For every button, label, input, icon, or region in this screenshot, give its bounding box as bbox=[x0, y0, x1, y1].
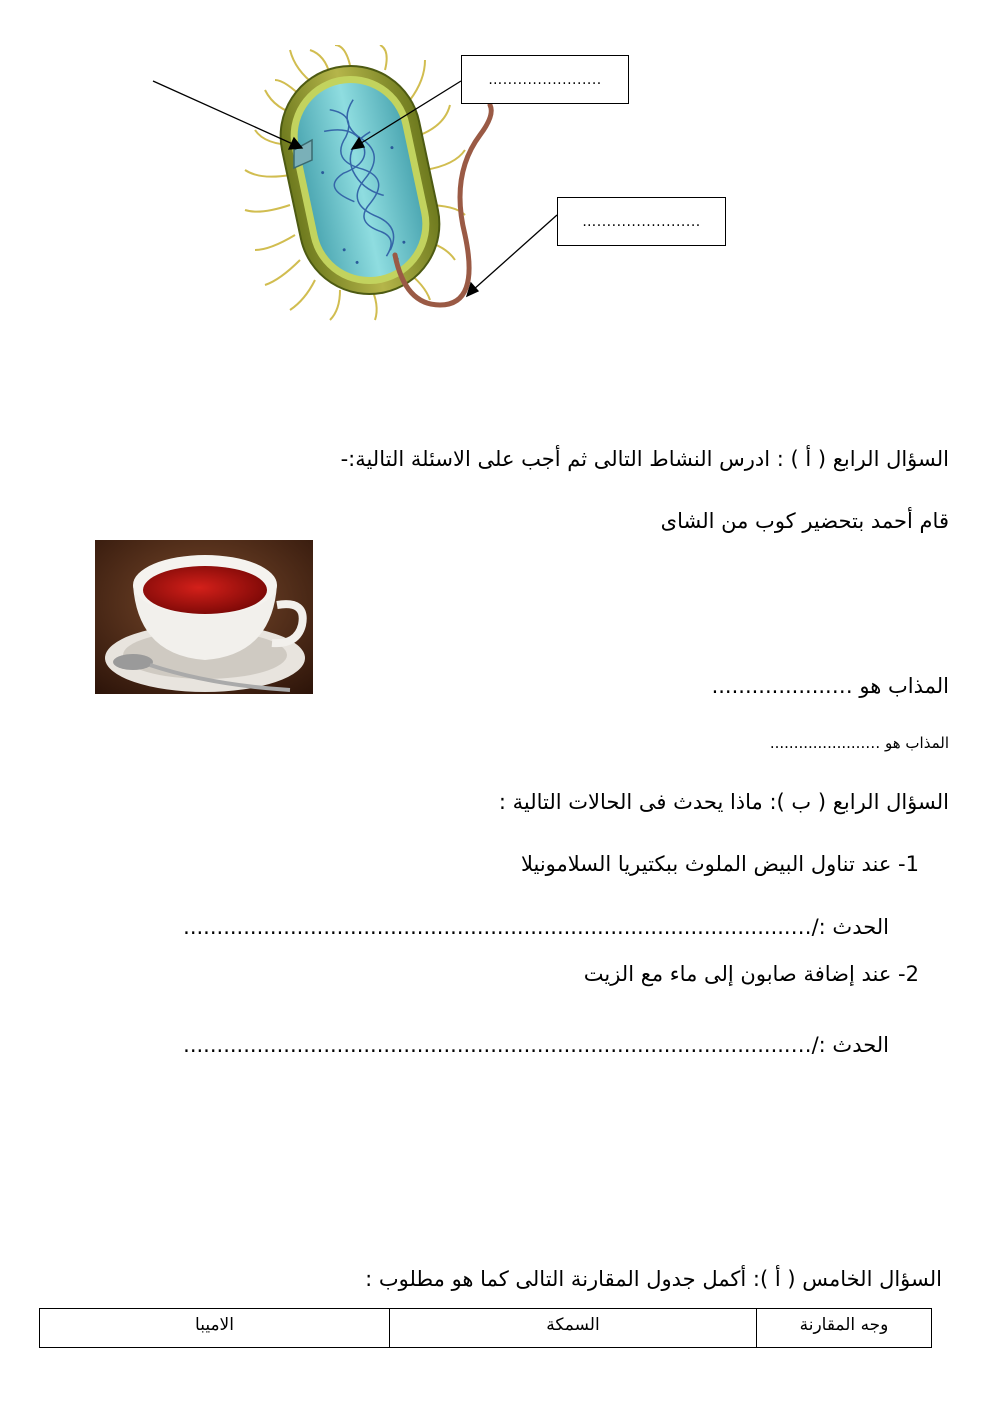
label-box-flagellum[interactable] bbox=[557, 197, 726, 246]
q4b-title: السؤال الرابع ( ب ): ماذا يحدث فى الحالات التالية : bbox=[498, 790, 949, 814]
comparison-table bbox=[39, 1308, 932, 1348]
table-header-amoeba: الاميبا bbox=[40, 1309, 390, 1348]
solute-answer-line-small[interactable]: المذاب هو ….................... bbox=[769, 734, 949, 752]
q4b-answer-2[interactable]: الحدث :/…........................................................................................... bbox=[183, 1033, 889, 1057]
q5a-title: السؤال الخامس ( أ ): أكمل جدول المقارنة التالى كما هو مطلوب : bbox=[365, 1267, 942, 1291]
label-box-nucleoid-text: ….................... bbox=[488, 71, 602, 88]
q4a-scenario: قام أحمد بتحضير كوب من الشاى bbox=[660, 509, 949, 533]
tea-cup-photo bbox=[95, 540, 313, 694]
solute-answer-line[interactable]: المذاب هو ….................. bbox=[711, 674, 949, 698]
label-box-flagellum-text: …..................... bbox=[582, 213, 701, 230]
q4b-item-2: 2- عند إضافة صابون إلى ماء مع الزيت bbox=[583, 962, 919, 986]
q4a-title: السؤال الرابع ( أ ) : ادرس النشاط التالى ثم أجب على الاسئلة التالية:- bbox=[340, 447, 949, 471]
q4b-answer-1[interactable]: الحدث :/…........................................................................................... bbox=[183, 915, 889, 939]
label-box-nucleoid[interactable] bbox=[461, 55, 629, 104]
q4b-item-1: 1- عند تناول البيض الملوث ببكتيريا السلامونيلا bbox=[520, 852, 919, 876]
table-header-comparison: وجه المقارنة bbox=[757, 1309, 932, 1348]
table-row bbox=[40, 1309, 932, 1348]
bacteria-diagram bbox=[140, 45, 740, 325]
table-header-fish: السمكة bbox=[390, 1309, 757, 1348]
